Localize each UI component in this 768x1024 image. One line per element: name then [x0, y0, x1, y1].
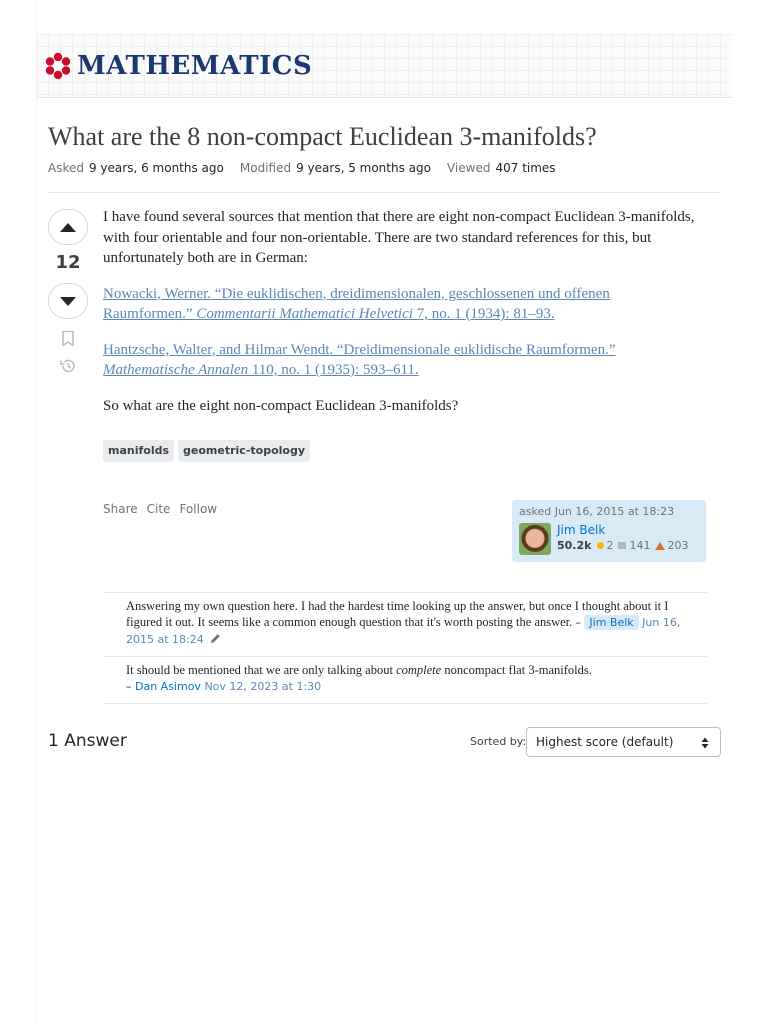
asked-value: 9 years, 6 months ago	[88, 161, 224, 175]
site-logo[interactable]	[44, 52, 312, 80]
asked-timestamp[interactable]: asked Jun 16, 2015 at 18:23	[519, 505, 675, 518]
gold-badge-count: 2	[606, 539, 614, 552]
body-paragraph: I have found several sources that mention that there are eight non-compact Euclidean 3-manifolds, with four orientable and four non-orientable. There are two standard references for this, but unfortunately both are in German:	[103, 209, 695, 266]
bronze-badge-count: 203	[667, 539, 689, 552]
history-icon	[59, 357, 77, 375]
gold-badge-icon	[597, 542, 604, 549]
sort-label: Sorted by:	[470, 735, 527, 748]
tag-manifolds[interactable]: manifolds	[103, 440, 174, 462]
upvote-button[interactable]	[48, 209, 88, 245]
question-title[interactable]: What are the 8 non-compact Euclidean 3-manifolds?	[48, 122, 597, 151]
comment	[103, 657, 707, 704]
modified-label: Modified	[239, 161, 292, 175]
cite-link[interactable]: Cite	[146, 502, 171, 516]
comment-text-b: noncompact flat 3-manifolds.	[441, 663, 592, 677]
comment-author[interactable]: Dan Asimov	[135, 680, 201, 693]
comment-text-a: It should be mentioned that we are only talking about	[126, 663, 397, 677]
silver-badge-count: 141	[629, 539, 651, 552]
ref1-journal: Commentarii Mathematici Helvetici	[196, 306, 413, 322]
tag-geometric-topology[interactable]: geometric-topology	[178, 440, 310, 462]
reference-1	[103, 284, 703, 325]
site-name: MATHEMATICS	[77, 51, 313, 81]
comment	[103, 593, 707, 657]
title-divider	[48, 192, 721, 193]
history-button[interactable]	[58, 356, 78, 376]
question-body	[103, 207, 703, 431]
upvote-arrow-icon	[60, 223, 76, 232]
comment-dash: –	[575, 616, 581, 629]
ref2-journal: Mathematische Annalen	[103, 362, 249, 378]
reputation-score: 50.2k	[557, 539, 592, 552]
comment-author[interactable]: Jim Belk	[584, 615, 638, 630]
comments-list	[103, 592, 707, 704]
avatar[interactable]	[519, 523, 551, 555]
post-actions	[103, 502, 217, 516]
comment-date[interactable]: Nov 12, 2023 at 1:30	[204, 680, 322, 693]
body-question: So what are the eight non-compact Euclidean 3-manifolds?	[103, 397, 459, 414]
reference-2	[103, 340, 703, 381]
vote-count: 12	[55, 252, 81, 273]
modified-value[interactable]: 9 years, 5 months ago	[296, 161, 431, 175]
bookmark-icon	[61, 330, 75, 347]
asker-card	[512, 500, 706, 562]
share-link[interactable]: Share	[103, 502, 138, 516]
reference-1-link[interactable]	[103, 286, 610, 323]
site-header	[36, 34, 732, 98]
asker-reputation	[557, 539, 688, 552]
asked-label: Asked	[48, 161, 84, 175]
downvote-arrow-icon	[60, 297, 76, 306]
comment-date[interactable]: Jun 16, 2015 at 18:24	[126, 616, 681, 646]
tag-list	[103, 440, 310, 462]
question-meta	[48, 161, 572, 175]
comment-text-emphasis: complete	[396, 663, 442, 677]
sort-arrows-icon	[701, 737, 709, 749]
viewed-label: Viewed	[446, 161, 491, 175]
sort-value: Highest score (default)	[536, 735, 674, 749]
ref1-authors: Nowacki, Werner. “Die euklidischen, dreidimensionalen, geschlossenen und offenen Raumformen.”	[103, 285, 610, 322]
comment-text: Answering my own question here. I had the hardest time looking up the answer, but once I thought about it I figured it out. It seems like a common enough question that it's worth posting the answer.	[126, 599, 669, 629]
downvote-button[interactable]	[48, 283, 88, 319]
silver-badge-icon	[618, 542, 626, 549]
mathematics-logo-icon	[44, 52, 72, 80]
pencil-icon	[210, 633, 221, 644]
ref2-authors: Hantzsche, Walter, and Hilmar Wendt. “Dreidimensionale euklidische Raumformen.”	[103, 341, 616, 358]
ref2-volume: 110, no. 1 (1935): 593–611.	[248, 362, 419, 378]
asker-name[interactable]: Jim Belk	[557, 523, 606, 537]
follow-link[interactable]: Follow	[179, 502, 218, 516]
sort-select[interactable]	[526, 727, 721, 757]
bookmark-button[interactable]	[58, 328, 78, 348]
answers-count: 1 Answer	[48, 731, 127, 751]
bronze-badge-icon	[655, 542, 665, 550]
ref1-volume: 7, no. 1 (1934): 81–93.	[412, 306, 555, 322]
comment-dash: –	[126, 680, 132, 693]
viewed-value: 407 times	[495, 161, 556, 175]
reference-2-link[interactable]	[103, 342, 616, 379]
